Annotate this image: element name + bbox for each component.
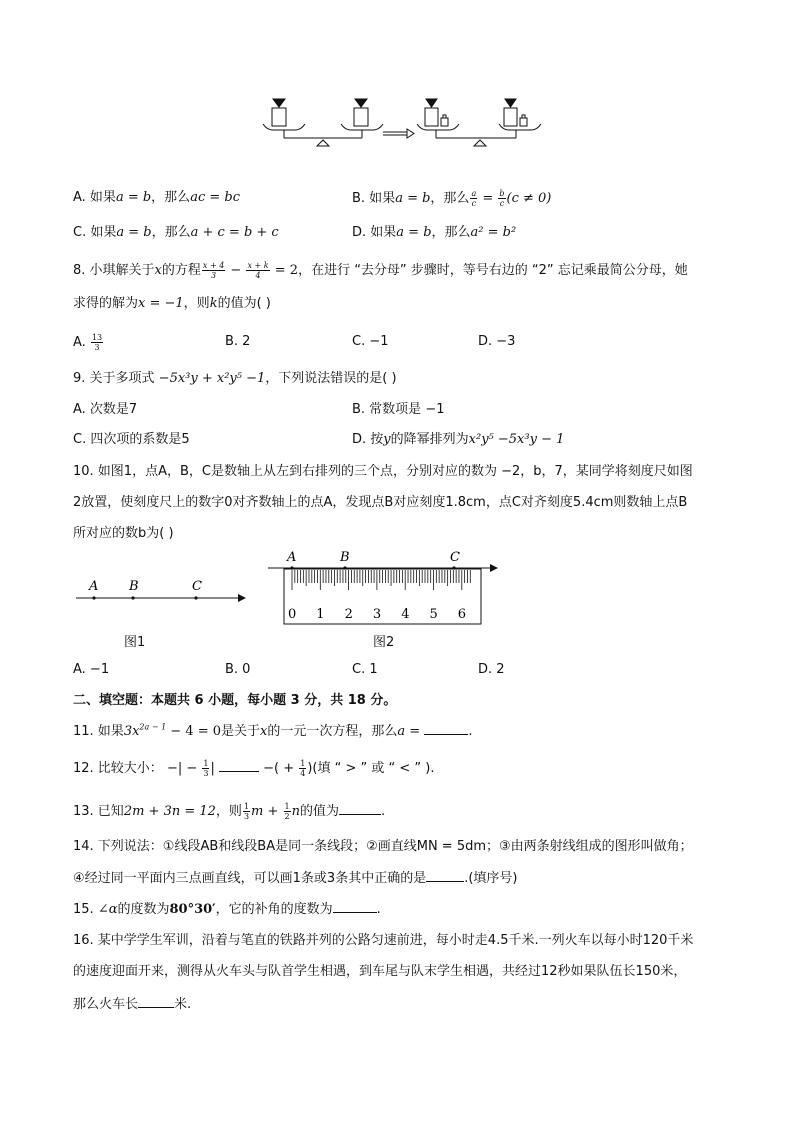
figure2-ruler (268, 546, 502, 628)
q16-line3: 那么火车长 米. (73, 997, 192, 1012)
ruler-number: 4 (401, 607, 410, 622)
q7-option-d: D. 如果a = b，那么a² = b² (352, 225, 517, 240)
ruler-numbers (288, 607, 466, 622)
q16-line2: 的速度迎面开来，测得从火车头与队首学生相遇，到车尾与队末学生相遇，共经过12秒如果队伍长150米， (73, 964, 687, 979)
q10-option-c: C. 1 (352, 662, 378, 677)
q9-stem: 9. 关于多项式 −5x³y + x²y⁵ −1，下列说法错误的是( ) (73, 371, 397, 386)
left-balance (263, 99, 383, 146)
q14-answer-blank[interactable] (426, 869, 464, 882)
q13-answer-blank[interactable] (339, 802, 381, 815)
ruler-number: 2 (344, 607, 353, 622)
figure1-caption: 图1 (124, 635, 146, 650)
q9-option-b: B. 常数项是 −1 (352, 402, 445, 417)
q9-option-c: C. 四次项的系数是5 (73, 432, 190, 447)
implies-arrow-icon (383, 129, 414, 138)
fig2-point-b (343, 566, 346, 569)
fig1-label-a: A (89, 579, 99, 594)
q8-option-a: A. $\frac{13}{3}$ (73, 333, 103, 352)
balance-scale-figure (255, 96, 545, 152)
q10-option-b: B. 0 (225, 662, 251, 677)
q8-option-c: C. −1 (352, 334, 389, 349)
q16-line1: 16. 某中学学生军训，沿着与笔直的铁路并列的公路匀速前进，每小时走4.5千米.一列火车以每小时120千米 (73, 933, 694, 948)
ruler-number: 0 (288, 607, 297, 622)
ruler-number: 6 (457, 607, 467, 622)
q10-option-d: D. 2 (478, 662, 505, 677)
q10-stem-line3: 所对应的数b为( ) (73, 526, 174, 541)
q8-stem-line2: 求得的解为x = −1，则k的值为( ) (73, 296, 271, 311)
q8-option-b: B. 2 (225, 334, 251, 349)
q15-answer-blank[interactable] (333, 900, 377, 913)
q16-answer-blank[interactable] (138, 995, 174, 1008)
q13: 13. 已知2m + 3n = 12，则 $\frac{1}{3}$ m + $\frac{1}{2}$ n的值为 . (73, 802, 386, 821)
ruler-number: 5 (429, 607, 438, 622)
fig2-label-a: A (287, 550, 297, 565)
q11: 11. 如果$3x^{2a - 1} - 4 = 0$是关于x的一元一次方程，那么a = . (73, 722, 473, 739)
ruler-number: 3 (372, 607, 382, 622)
q10-stem-line2: 2放置，使刻度尺上的数字0对齐数轴上的点A，发现点B对应刻度1.8cm，点C对齐刻度5.4cm则数轴上点B (73, 495, 688, 510)
fig1-label-b: B (129, 579, 139, 594)
figure2-caption: 图2 (373, 635, 395, 650)
q14-line1: 14. 下列说法：①线段AB和线段BA是同一条线段；②画直线MN = 5dm；③由两条射线组成的图形叫做角； (73, 839, 693, 854)
right-balance (417, 99, 541, 146)
q9-option-d: D. 按y的降幂排列为x²y⁵ −5x³y − 1 (352, 432, 565, 447)
q7-option-a: A. 如果a = b，那么ac = bc (73, 190, 240, 205)
fig1-point-a (92, 596, 95, 599)
fig2-label-b: B (340, 550, 350, 565)
q12-answer-blank[interactable] (219, 759, 259, 772)
figure1-number-line (72, 572, 252, 612)
q10-stem-line1: 10. 如图1，点A，B，C是数轴上从左到右排列的三个点，分别对应的数为 −2，b，7，某同学将刻度尺如图 (73, 464, 693, 479)
ruler-tick-marks (292, 570, 470, 590)
fig2-point-c (452, 566, 455, 569)
q7-option-b: B. 如果a = b，那么 $\frac{a}{c}$ = $\frac{b}{c}$ (c ≠ 0) (352, 189, 552, 208)
fig1-label-c: C (192, 579, 202, 594)
fig1-point-b (131, 596, 134, 599)
q7-option-c: C. 如果a = b，那么a + c = b + c (73, 225, 279, 240)
q8-stem-line1: 8. 小琪解关于x的方程 $\frac{x + 4}{3}$ − $\frac{x + k}{4}$ = 2，在进行 “去分母” 步骤时，等号右边的 “2” 忘记乘最简公分母，她 (73, 261, 688, 280)
fig2-point-a (290, 566, 293, 569)
q9-option-a: A. 次数是7 (73, 402, 138, 417)
q8-option-d: D. −3 (478, 334, 516, 349)
fig1-point-c (194, 596, 197, 599)
q14-line2: ④经过同一平面内三点画直线，可以画1条或3条其中正确的是 .(填序号) (73, 871, 518, 886)
q10-option-a: A. −1 (73, 662, 110, 677)
fig2-label-c: C (450, 550, 460, 565)
q15: 15. ∠α的度数为80°30′，它的补角的度数为 . (73, 902, 381, 917)
ruler-number: 1 (316, 607, 325, 622)
q11-answer-blank[interactable] (424, 722, 468, 735)
section-2-heading: 二、填空题：本题共 6 小题，每小题 3 分，共 18 分。 (73, 693, 397, 708)
q12: 12. 比较大小： −| − $\frac{1}{3}$ | −( + $\frac{1}{4}$ )(填 “ > ” 或 “ < ” ). (73, 759, 435, 778)
